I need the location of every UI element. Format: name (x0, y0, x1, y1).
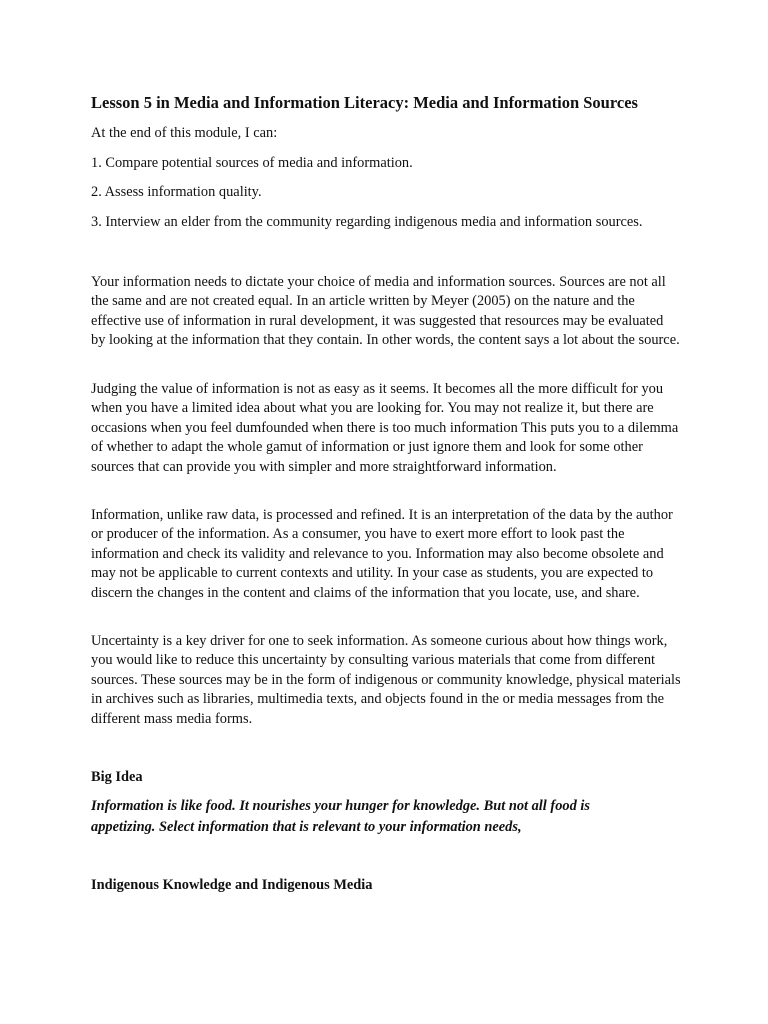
objective-item: 1. Compare potential sources of media and information. (91, 155, 413, 171)
big-idea-heading: Big Idea (91, 769, 143, 785)
body-paragraph: Uncertainty is a key driver for one to seek information. As someone curious about how things work, you would like to reduce this uncertainty by consulting various materials that come from different sources. These sources may be in the form of indigenous or community knowledge, physical materials in archives such as libraries, multimedia texts, and objects found in the or media messages from the different mass media forms. (91, 633, 681, 727)
objective-item: 3. Interview an elder from the community regarding indigenous media and information sources. (91, 214, 643, 230)
objective-item: 2. Assess information quality. (91, 184, 262, 200)
body-paragraph: Information, unlike raw data, is processed and refined. It is an interpretation of the data by the author or producer of the information. As a consumer, you have to exert more effort to look past the information and check its validity and relevance to you. Information may also become obsolete and may not be applicable to current contexts and utility. In your case as students, you are expected to discern the changes in the content and claims of the information that you locate, use, and share. (91, 507, 673, 601)
intro-line: At the end of this module, I can: (91, 125, 278, 141)
body-paragraph: Your information needs to dictate your choice of media and information sources. Sources are not all the same and are not created equal. In an article written by Meyer (2005) on the nature and the effective use of information in rural development, it was suggested that resources may be evaluated by looking at the information that they contain. In other words, the content says a lot about the source. (91, 274, 680, 349)
body-paragraph: Judging the value of information is not as easy as it seems. It becomes all the more difficult for you when you have a limited idea about what you are looking for. You may not realize it, but there are occasions when you feel dumfounded when there is too much information This puts you to a dilemma of whether to adapt the whole gamut of information or just ignore them and look for some other sources that can provide you with simpler and more straightforward information. (91, 381, 679, 475)
big-idea-text: Information is like food. It nourishes your hunger for knowledge. But not all food is appetizing. Select information that is relevant to your information needs, (91, 798, 590, 835)
page-title: Lesson 5 in Media and Information Literacy: Media and Information Sources (91, 93, 638, 112)
section-heading: Indigenous Knowledge and Indigenous Media (91, 877, 373, 893)
